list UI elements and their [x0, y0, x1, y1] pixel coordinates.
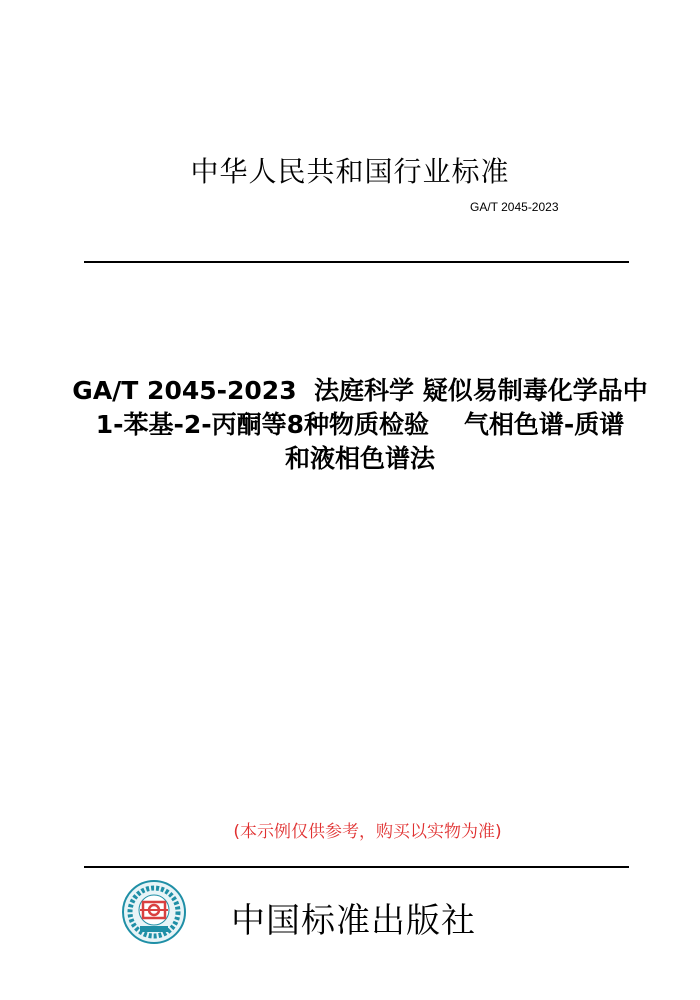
document-title-line-3: 和液相色谱法: [284, 444, 435, 473]
bottom-divider: [84, 866, 629, 868]
standard-category-title: 中华人民共和国行业标准: [190, 155, 510, 188]
standard-number: GA/T 2045-2023: [470, 200, 559, 214]
document-title-line-1: GA/T 2045-2023 法庭科学 疑似易制毒化学品中: [72, 376, 648, 405]
top-divider: [84, 261, 629, 263]
publisher-logo-icon: [122, 880, 186, 944]
publisher-name: 中国标准出版社: [231, 901, 476, 941]
document-title: [40, 374, 680, 476]
sample-disclaimer: (本示例仅供参考，购买以实物为准): [233, 822, 502, 842]
document-title-line-2: 1-苯基-2-丙酮等8种物质检验 气相色谱-质谱: [95, 410, 625, 439]
